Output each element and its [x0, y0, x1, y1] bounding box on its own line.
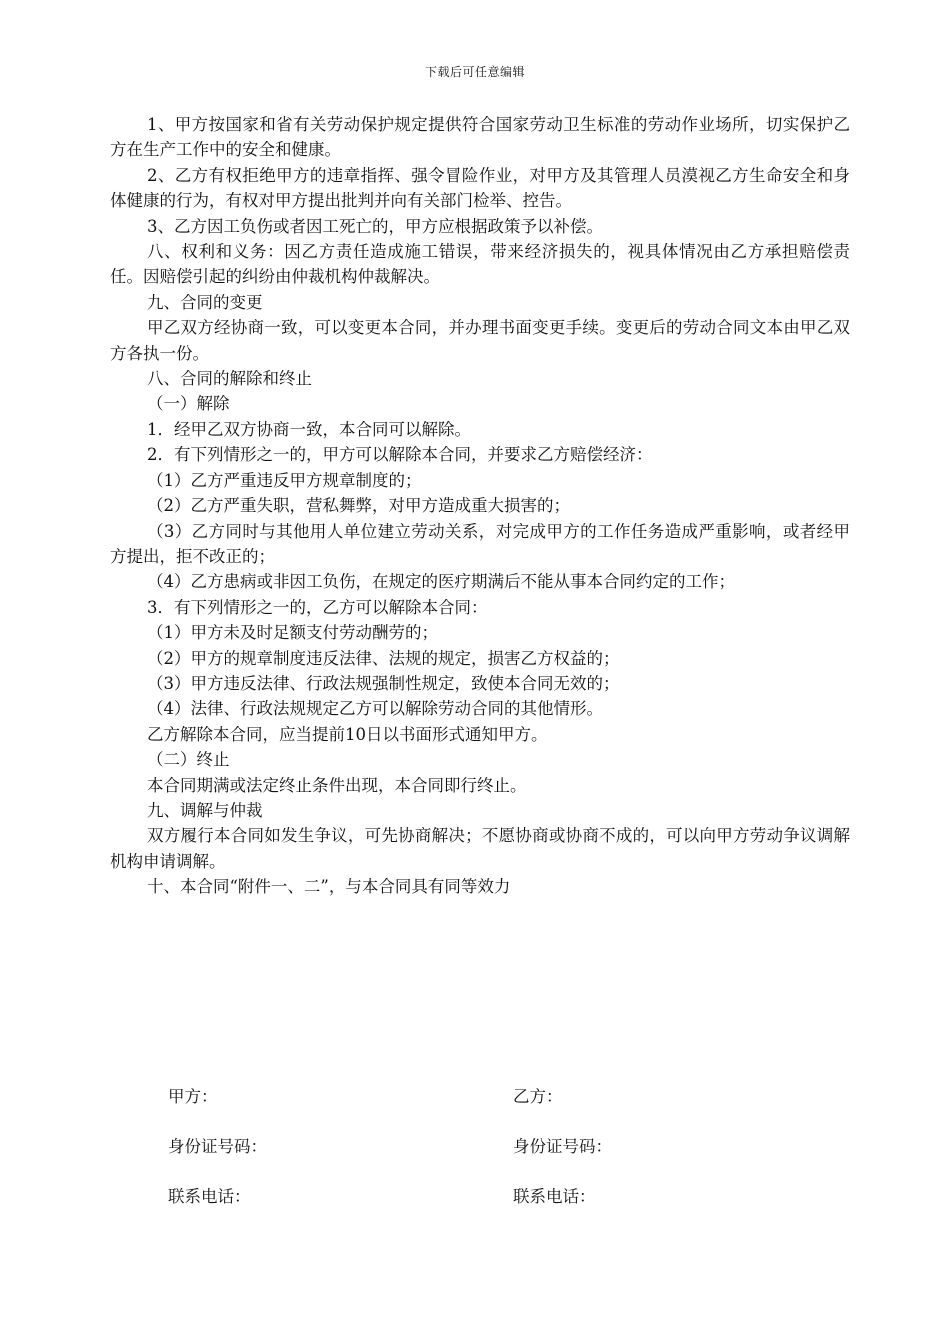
clause-arbitration: 双方履行本合同如发生争议，可先协商解决；不愿协商或协商不成的，可以向甲方劳动争议调解机构申请调解。 [110, 826, 850, 871]
clause-termination: 本合同期满或法定终止条件出现，本合同即行终止。 [147, 775, 527, 795]
subheading-dissolution: （一）解除 [147, 394, 230, 414]
party-b-phone-label: 联系电话： [513, 1187, 596, 1206]
clause-notice-period: 乙方解除本合同，应当提前10日以书面形式通知甲方。 [147, 724, 548, 744]
list-item: （3）乙方同时与其他用人单位建立劳动关系，对完成甲方的工作任务造成严重影响，或者经甲方提出，拒不改正的； [110, 521, 850, 566]
clause-refuse-violation: 2、乙方有权拒绝甲方的违章指挥、强令冒险作业，对甲方及其管理人员漠视乙方生命安全和身体健康的行为，有权对甲方提出批判并向有关部门检举、控告。 [110, 165, 850, 211]
clause-injury-compensation: 3、乙方因工负伤或者因工死亡的，甲方应根据政策予以补偿。 [147, 216, 603, 236]
list-item: （2）甲方的规章制度违反法律、法规的规定，损害乙方权益的； [147, 648, 620, 668]
clause-party-b-dissolution: 3．有下列情形之一的，乙方可以解除本合同： [147, 597, 488, 617]
contract-body [110, 112, 850, 900]
list-item: （4）乙方患病或非因工负伤，在规定的医疗期满后不能从事本合同约定的工作； [147, 572, 735, 592]
list-item: （1）甲方未及时足额支付劳动酬劳的； [147, 623, 438, 643]
clause-party-a-dissolution: 2．有下列情形之一的，甲方可以解除本合同，并要求乙方赔偿经济： [147, 445, 653, 465]
list-item: （2）乙方严重失职，营私舞弊，对甲方造成重大损害的； [147, 496, 570, 516]
list-item: （1）乙方严重违反甲方规章制度的； [147, 470, 422, 490]
party-a-label: 甲方： [168, 1087, 218, 1106]
list-item: （3）甲方违反法律、行政法规强制性规定，致使本合同无效的； [147, 673, 620, 693]
party-b-id-label: 身份证号码： [513, 1137, 612, 1156]
page-header: 下载后可任意编辑 [424, 65, 525, 79]
list-item: （4）法律、行政法规规定乙方可以解除劳动合同的其他情形。 [147, 699, 603, 719]
clause-contract-change: 甲乙双方经协商一致，可以变更本合同，并办理书面变更手续。变更后的劳动合同文本由甲乙双方各执一份。 [110, 318, 850, 363]
subheading-termination: （二）终止 [147, 750, 230, 770]
section-heading-arbitration: 九、调解与仲裁 [147, 800, 263, 820]
party-a-phone-label: 联系电话： [168, 1187, 251, 1206]
party-a-id-label: 身份证号码： [168, 1137, 267, 1156]
clause-safety-workplace: 1、甲方按国家和省有关劳动保护规定提供符合国家劳动卫生标准的劳动作业场所，切实保护乙方在生产工作中的安全和健康。 [110, 115, 850, 160]
clause-attachments: 十、本合同“附件一、二”，与本合同具有同等效力 [147, 877, 511, 897]
section-heading-change: 九、合同的变更 [147, 292, 263, 312]
section-heading-termination: 八、合同的解除和终止 [147, 369, 312, 389]
clause-rights-obligations: 八、权利和义务：因乙方责任造成施工错误，带来经济损失的，视具体情况由乙方承担赔偿责任。因赔偿引起的纠纷由仲裁机构仲裁解决。 [110, 242, 850, 287]
party-b-label: 乙方： [513, 1087, 563, 1106]
clause-mutual-dissolution: 1．经甲乙双方协商一致，本合同可以解除。 [147, 419, 471, 439]
